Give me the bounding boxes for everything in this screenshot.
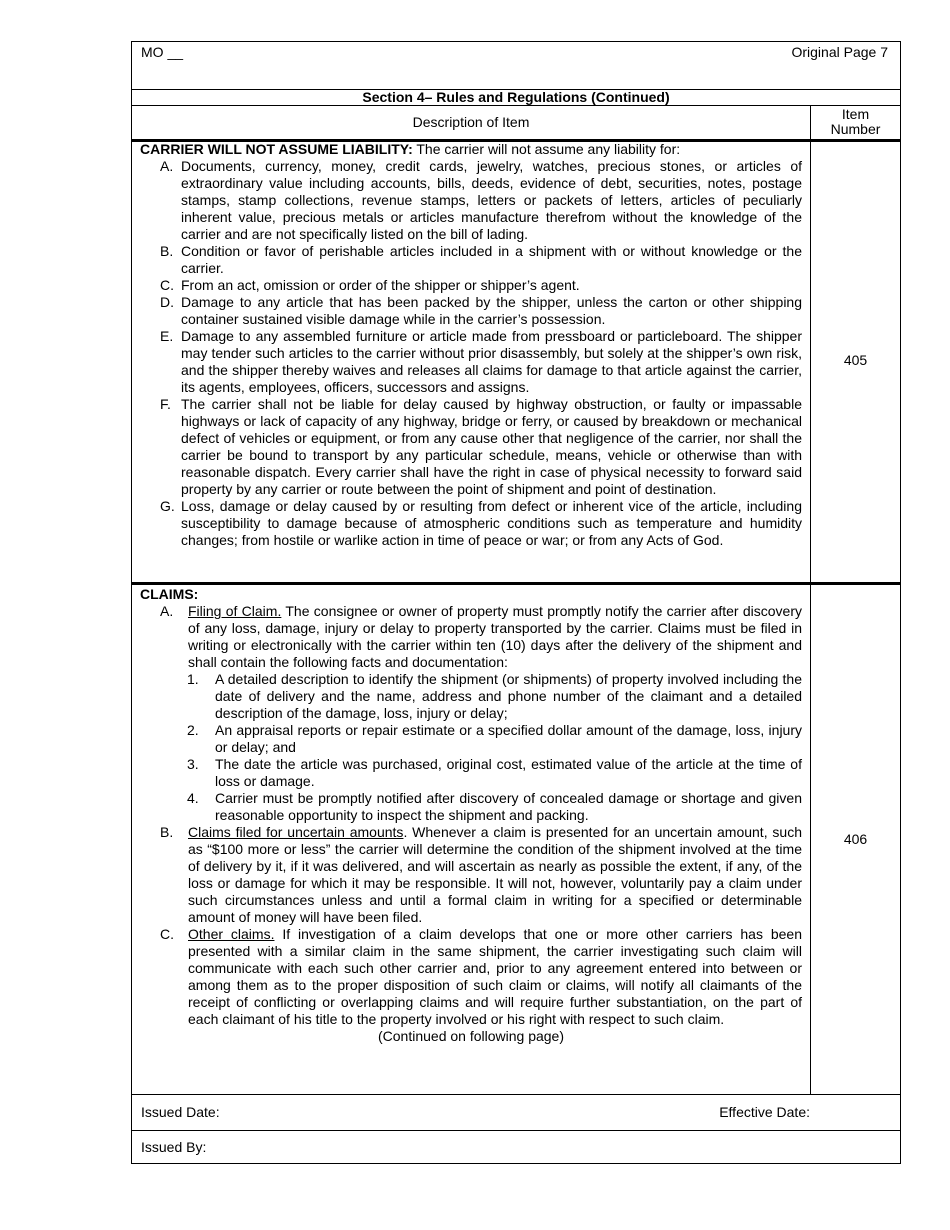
dates-footer: [132, 1095, 900, 1131]
page-number: Original Page 7: [791, 44, 888, 60]
list-item: A. Filing of Claim. The consignee or owner of property must promptly notify the carrier after discovery of any loss, damage, injury or delay to property transported by the carrier. Claims must be filed in writing or electronically with the carrier within ten (10) days after the delivery of the shipment and shall contain the following facts and documentation:: [160, 603, 802, 670]
list-item: A. Documents, currency, money, credit cards, jewelry, watches, precious stones, or articles of extraordinary value including accounts, bills, deeds, evidence of debt, securities, notes, postage stamps, stamp collections, revenue stamps, letters or packets of letters, articles of peculiarly inherent value, precious metals or articles manufacture therefrom without the knowledge of the carrier and are not specifically listed on the bill of lading.: [160, 158, 802, 242]
item-406-number: 406: [843, 831, 868, 847]
issued-by-label: Issued By:: [141, 1139, 207, 1155]
continued-note: (Continued on following page): [377, 1028, 564, 1044]
list-item: B. Condition or favor of perishable articles included in a shipment with or without knowledge or the carrier.: [160, 243, 802, 276]
issued-date-label: Issued Date:: [141, 1104, 220, 1120]
item-406-number-cell: [811, 585, 900, 1094]
list-item: 3. The date the article was purchased, original cost, estimated value of the article at the time of loss or damage.: [187, 756, 802, 789]
item-405-intro: CARRIER WILL NOT ASSUME LIABILITY: The carrier will not assume any liability for:: [140, 141, 681, 157]
issued-by-footer: [132, 1130, 900, 1164]
item-number-column-header: Item Number: [830, 106, 881, 137]
list-item: C. From an act, omission or order of the shipper or shipper’s agent.: [160, 277, 580, 293]
column-headers: [132, 106, 900, 142]
tariff-page-frame: [131, 41, 901, 1164]
list-item: G. Loss, damage or delay caused by or resulting from defect or inherent vice of the article, including susceptibility to damage because of atmospheric conditions such as temperature and humidity changes; from hostile or warlike action in time of peace or war; or from any Acts of God.: [160, 498, 802, 548]
list-item: 1. A detailed description to identify the shipment (or shipments) of property involved including the date of delivery and the name, address and phone number of the claimant and a detailed description of the damage, loss, injury or delay;: [187, 671, 802, 721]
list-item: C. Other claims. If investigation of a claim develops that one or more other carriers has been presented with a similar claim in the same shipment, the carrier investigating such claim will communicate with each such other carrier and, prior to any agreement entered into between or among them as to the proper disposition of such claim or claims, will notify all claimants of the receipt of conflicting or overlapping claims and will require further substantiation, on the part of each claimant of his title to the property involved or his right with respect to such claim.: [160, 926, 802, 1027]
list-item: B. Claims filed for uncertain amounts. Whenever a claim is presented for an uncertain amount, such as “$100 more or less” the carrier will determine the condition of the shipment involved at the time of delivery by it, if it was delivered, and will ascertain as nearly as possible the extent, if any, of the loss or damage for which it may be responsible. It will not, however, voluntarily pay a claim under such circumstances unless and until a formal claim in writing for a specified or determinable amount of money will have been filed.: [160, 824, 802, 925]
item-405-number-cell: [811, 140, 900, 582]
item-406-list: [160, 603, 802, 1028]
list-item: 4. Carrier must be promptly notified after discovery of concealed damage or shortage and given reasonable opportunity to inspect the shipment and packing.: [187, 790, 802, 823]
list-item: E. Damage to any assembled furniture or article made from pressboard or particleboard. The shipper may tender such articles to the carrier without prior disassembly, but solely at the shipper’s own risk, and the shipper thereby waives and releases all claims for damage to that article against the carrier, its agents, employees, officers, successors and assigns.: [160, 328, 802, 395]
section-title: Section 4– Rules and Regulations (Continued): [132, 89, 900, 106]
effective-date-label: Effective Date:: [719, 1104, 810, 1120]
item-406-heading: CLAIMS:: [140, 586, 199, 602]
item-405-number: 405: [843, 352, 868, 368]
list-item: 2. An appraisal reports or repair estimate or a specified dollar amount of the damage, loss, injury or delay; and: [187, 722, 802, 755]
item-406-row: [132, 585, 900, 1095]
item-405-list: [160, 158, 802, 549]
page-header: [132, 42, 900, 89]
mo-number: MO __: [141, 44, 184, 60]
description-column-header: Description of Item: [132, 106, 811, 139]
item-406-description: [132, 585, 811, 1094]
list-item: F. The carrier shall not be liable for delay caused by highway obstruction, or faulty or impassable highways or lack of capacity of any highway, bridge or ferry, or caused by breakdown or mechanical defect of vehicles or equipment, or from any cause other that negligence of the carrier, nor shall the carrier be bound to transport by any particular schedule, means, vehicle or otherwise than with reasonable dispatch. Every carrier shall have the right in case of physical necessity to forward said property by any carrier or route between the point of shipment and point of destination.: [160, 396, 802, 497]
item-405-description: [132, 140, 811, 582]
item-405-row: [132, 140, 900, 585]
list-item: D. Damage to any article that has been packed by the shipper, unless the carton or other shipping container sustained visible damage while in the carrier’s possession.: [160, 294, 802, 327]
claim-requirements-list: [187, 671, 802, 824]
